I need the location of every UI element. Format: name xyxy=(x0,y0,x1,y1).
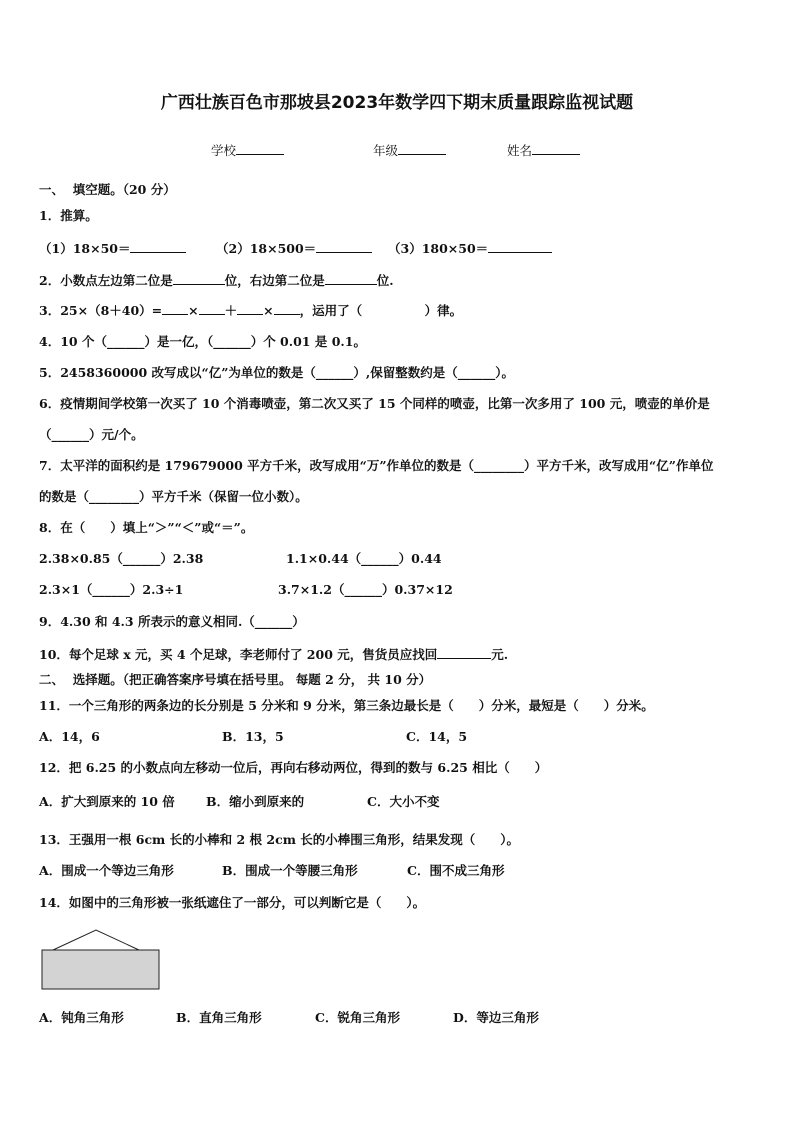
question-2: 2．小数点左边第二位是 位，右边第二位是 位. xyxy=(39,273,394,288)
section-choice: 二、 选择题。（把正确答案序号填在括号里。 每题 2 分， 共 10 分） xyxy=(39,672,432,687)
covering-paper xyxy=(42,950,159,989)
question-8c: 2.3×1（______）2.3÷1 xyxy=(39,582,184,597)
grade-label: 年级 xyxy=(373,142,446,159)
option-12b: B．缩小到原来的 xyxy=(206,794,305,809)
school-label: 学校 xyxy=(211,142,284,159)
question-8: 8．在（ ）填上“＞”“＜”或“＝”。 xyxy=(39,520,254,535)
option-12c: C．大小不变 xyxy=(367,794,440,809)
question-9: 9．4.30 和 4.3 所表示的意义相同.（______） xyxy=(39,614,305,629)
question-4: 4．10 个（______）是一亿，（______）个 0.01 是 0.1。 xyxy=(39,334,366,349)
option-14d: D．等边三角形 xyxy=(453,1010,539,1025)
question-14: 14．如图中的三角形被一张纸遮住了一部分，可以判断它是（ ）。 xyxy=(39,895,426,910)
option-14b: B．直角三角形 xyxy=(176,1010,262,1025)
option-13a: A．围成一个等边三角形 xyxy=(39,863,174,878)
question-3: 3．25×（8＋40）= × ＋ × ，运用了（ ）律。 xyxy=(39,303,463,318)
option-14c: C．锐角三角形 xyxy=(315,1010,400,1025)
option-11a: A．14，6 xyxy=(39,729,100,744)
question-1: 1．推算。 xyxy=(39,208,98,223)
option-13c: C．围不成三角形 xyxy=(407,863,505,878)
question-5: 5．2458360000 改写成以“亿”为单位的数是（______）,保留整数约是（______）。 xyxy=(39,365,515,380)
question-1b: （2）18×500＝ xyxy=(216,240,372,257)
question-1a: （1）18×50＝ xyxy=(39,240,186,257)
covered-triangle-figure xyxy=(41,928,163,992)
question-6-line-1: 6．疫情期间学校第一次买了 10 个消毒喷壶，第二次又买了 15 个同样的喷壶，比第一次多用了 100 元，喷壶的单价是 xyxy=(39,396,710,411)
section-fill-in: 一、 填空题。（20 分） xyxy=(39,182,176,197)
option-12a: A．扩大到原来的 10 倍 xyxy=(39,794,175,809)
option-13b: B．围成一个等腰三角形 xyxy=(222,863,358,878)
option-14a: A．钝角三角形 xyxy=(39,1010,124,1025)
option-11b: B．13，5 xyxy=(222,729,284,744)
question-7-line-2: 的数是（________）平方千米（保留一位小数）。 xyxy=(39,489,308,504)
question-11: 11．一个三角形的两条边的长分别是 5 分米和 9 分米，第三条边最长是（ ）分米，最短是（ ）分米。 xyxy=(39,698,654,713)
question-1c: （3）180×50＝ xyxy=(388,240,552,257)
option-11c: C．14，5 xyxy=(406,729,468,744)
question-8a: 2.38×0.85（______）2.38 xyxy=(39,551,204,566)
question-8d: 3.7×1.2（______）0.37×12 xyxy=(278,582,453,597)
name-label: 姓名 xyxy=(507,142,580,159)
question-7-line-1: 7．太平洋的面积约是 179679000 平方千米，改写成用“万”作单位的数是（________）平方千米，改写成用“亿”作单位 xyxy=(39,458,714,473)
page-title: 广西壮族百色市那坡县2023年数学四下期末质量跟踪监视试题 xyxy=(160,93,634,113)
question-13: 13．王强用一根 6cm 长的小棒和 2 根 2cm 长的小棒围三角形，结果发现（ ）。 xyxy=(39,832,520,847)
triangle-top xyxy=(53,930,139,950)
question-6-line-2: （______）元/个。 xyxy=(39,427,144,442)
question-12: 12．把 6.25 的小数点向左移动一位后，再向右移动两位，得到的数与 6.25 相比（ ） xyxy=(39,760,548,775)
question-8b: 1.1×0.44（______）0.44 xyxy=(286,551,442,566)
question-10: 10．每个足球 x 元，买 4 个足球，李老师付了 200 元，售货员应找回 元. xyxy=(39,647,509,662)
